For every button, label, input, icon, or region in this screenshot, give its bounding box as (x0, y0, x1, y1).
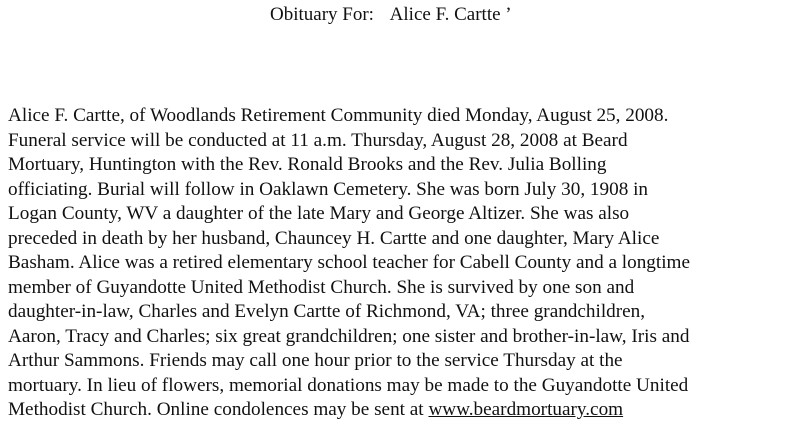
mortuary-website-link[interactable]: www.beardmortuary.com (428, 399, 624, 420)
body-line: Arthur Sammons. Friends may call one hour prior to the service Thursday at the (8, 350, 623, 371)
body-line: Basham. Alice was a retired elementary school teacher for Cabell County and a longtime (8, 252, 690, 273)
body-line: member of Guyandotte United Methodist Church. She is survived by one son and (8, 276, 635, 298)
obituary-heading (270, 3, 512, 27)
obituary-body (8, 104, 798, 423)
body-line: daughter-in-law, Charles and Evelyn Cartte of Richmond, VA; three grandchildren, (8, 301, 646, 322)
body-line: Aaron, Tracy and Charles; six great grandchildren; one sister and brother-in-law, Iris and (8, 325, 690, 347)
body-line: mortuary. In lieu of flowers, memorial donations may be made to the Guyandotte United (8, 374, 689, 396)
body-line: Logan County, WV a daughter of the late Mary and George Altizer. She was also (8, 203, 630, 224)
body-line: officiating. Burial will follow in Oaklawn Cemetery. She was born July 30, 1908 in (8, 178, 649, 200)
body-line: Mortuary, Huntington with the Rev. Ronald Brooks and the Rev. Julia Bolling (8, 154, 607, 175)
heading-label: Obituary For: (270, 4, 374, 25)
heading-name: Alice F. Cartte ’ (389, 4, 512, 25)
body-line: Alice F. Cartte, of Woodlands Retirement Community died Monday, August 25, 2008. (8, 105, 669, 126)
body-line-last (8, 398, 798, 423)
body-line: preceded in death by her husband, Chauncey H. Cartte and one daughter, Mary Alice (8, 227, 660, 249)
last-line-text: Methodist Church. Online condolences may be sent at (8, 399, 429, 420)
body-line: Funeral service will be conducted at 11 a.m. Thursday, August 28, 2008 at Beard (8, 129, 628, 151)
